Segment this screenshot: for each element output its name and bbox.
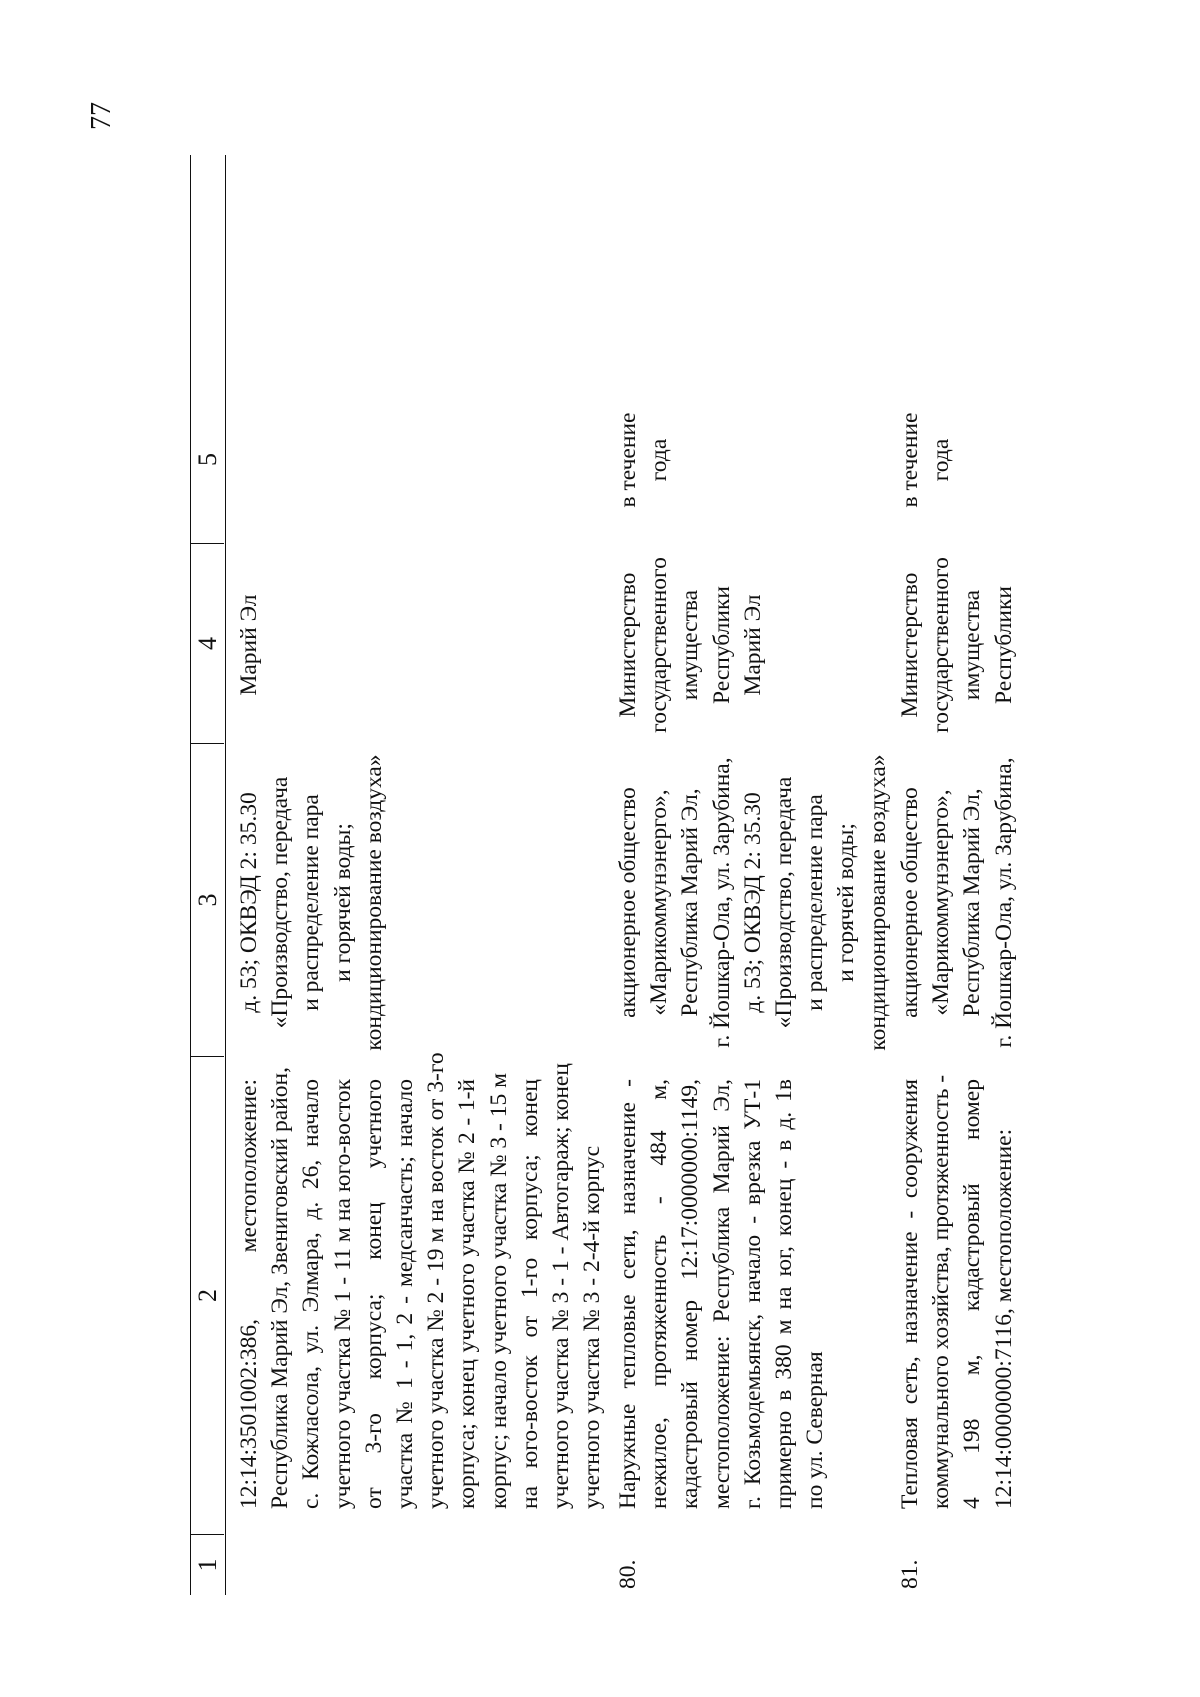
text-line: коммунального хозяйства, протяженность - [928,1074,955,1509]
text-line: «Производство, передача [771,776,798,1029]
text-line: Республика Марий Эл, [677,788,704,1017]
row-0-body [234,550,265,740]
text-line: «Марикоммунэнерго», [646,789,673,1016]
text-line: кондиционирование воздуха» [360,754,387,1051]
text-line: корпус; начало учетного участка № 3 - 15 м [485,1073,512,1509]
text-line: корпуса; конец учетного участка № 2 - 1-й [454,1079,481,1509]
text-line: нежилое, протяженность - 484 м, [646,1079,673,1509]
text-line: Наружные тепловые сети, назначение - [615,1079,641,1509]
text-line: государственного [928,557,955,733]
text-line: года [928,438,955,482]
text-line: учетного участка № 2 - 19 м на восток от 3-го [423,1052,450,1509]
text-line: примерно в 380 м на юг, конец - в д. 1в [771,1079,798,1509]
row-81-term [895,385,957,535]
text-line: Тепловая сеть, назначение - сооружения [897,1079,923,1509]
text-line: акционерное общество [897,787,923,1018]
text-line: 12:14:3501002:386, местоположение: [236,1079,262,1509]
row-81-holder [895,750,1020,1055]
row-80-body [613,550,769,740]
text-line: 4 198 м, кадастровый номер [959,1079,986,1509]
header-col-3: 3 [191,744,224,1057]
row-0-description [234,1052,608,1509]
table-header-row [190,155,226,1595]
row-81-body [895,550,1020,740]
text-line: и горячей воды; [329,823,356,982]
text-line: и горячей воды; [833,823,860,982]
row-0-holder [234,750,390,1055]
text-line: Марий Эл [739,594,766,696]
header-col-2: 2 [191,1057,224,1535]
text-line: и распределение пара [298,794,325,1011]
text-line: 12:14:0000000:7116, местоположение: [990,1128,1017,1509]
text-line: учетного участка № 3 - 1 - Автогараж; конец [548,1063,575,1509]
text-line: г. Йошкар-Ола, ул. Зарубина, [990,757,1017,1048]
text-line: Республики [990,586,1017,704]
row-81-number: 81. [897,1559,923,1589]
text-line: Министерство [615,572,641,718]
header-col-4: 4 [191,544,224,744]
text-line: акционерное общество [615,787,641,1018]
row-80-number: 80. [615,1559,641,1589]
text-line: г. Йошкар-Ола, ул. Зарубина, [708,757,735,1048]
text-line: имущества [677,589,704,701]
row-80-holder [613,750,894,1055]
text-line: по ул. Северная [802,1351,829,1509]
header-col-5: 5 [191,376,224,544]
rotated-table-page [190,155,1017,1595]
text-line: участка № 1 - 1, 2 - медсанчасть; начало [392,1079,419,1509]
text-line: с. Кожласола, ул. Элмара, д. 26, начало [298,1079,325,1509]
text-line: кондиционирование воздуха» [864,754,891,1051]
text-line: Республика Марий Эл, Звениговский район, [267,1067,294,1509]
row-81-description [895,1074,1020,1509]
text-line: в течение [897,412,923,508]
text-line: года [646,438,673,482]
header-col-1: 1 [193,1558,222,1572]
text-line: учетного участка № 1 - 11 м на юго-восток [329,1079,356,1509]
text-line: Республики [708,586,735,704]
text-line: государственного [646,557,673,733]
text-line: от 3-го корпуса; конец учетного [360,1079,387,1509]
text-line: «Марикоммунэнерго», [928,789,955,1016]
text-line: местоположение: Республика Марий Эл, [708,1079,735,1509]
text-line: Марий Эл [236,594,262,696]
text-line: на юго-восток от 1-го корпуса; конец [516,1079,543,1509]
text-line: д. 53; ОКВЭД 2: 35.30 [739,792,766,1013]
text-line: Министерство [897,572,923,718]
text-line: д. 53; ОКВЭД 2: 35.30 [236,792,262,1013]
text-line: кадастровый номер 12:17:0000000:1149, [677,1079,704,1509]
text-line: в течение [615,412,641,508]
text-line: и распределение пара [802,794,829,1011]
page-number: 77 [86,102,117,130]
row-80-term [613,385,675,535]
text-line: имущества [959,589,986,701]
row-80-description [613,1079,831,1509]
text-line: г. Козьмодемьянск, начало - врезка УТ-1 [739,1079,766,1509]
text-line: учетного участка № 3 - 2-4-й корпус [579,1145,606,1509]
text-line: Республика Марий Эл, [959,788,986,1017]
text-line: «Производство, передача [267,776,294,1029]
